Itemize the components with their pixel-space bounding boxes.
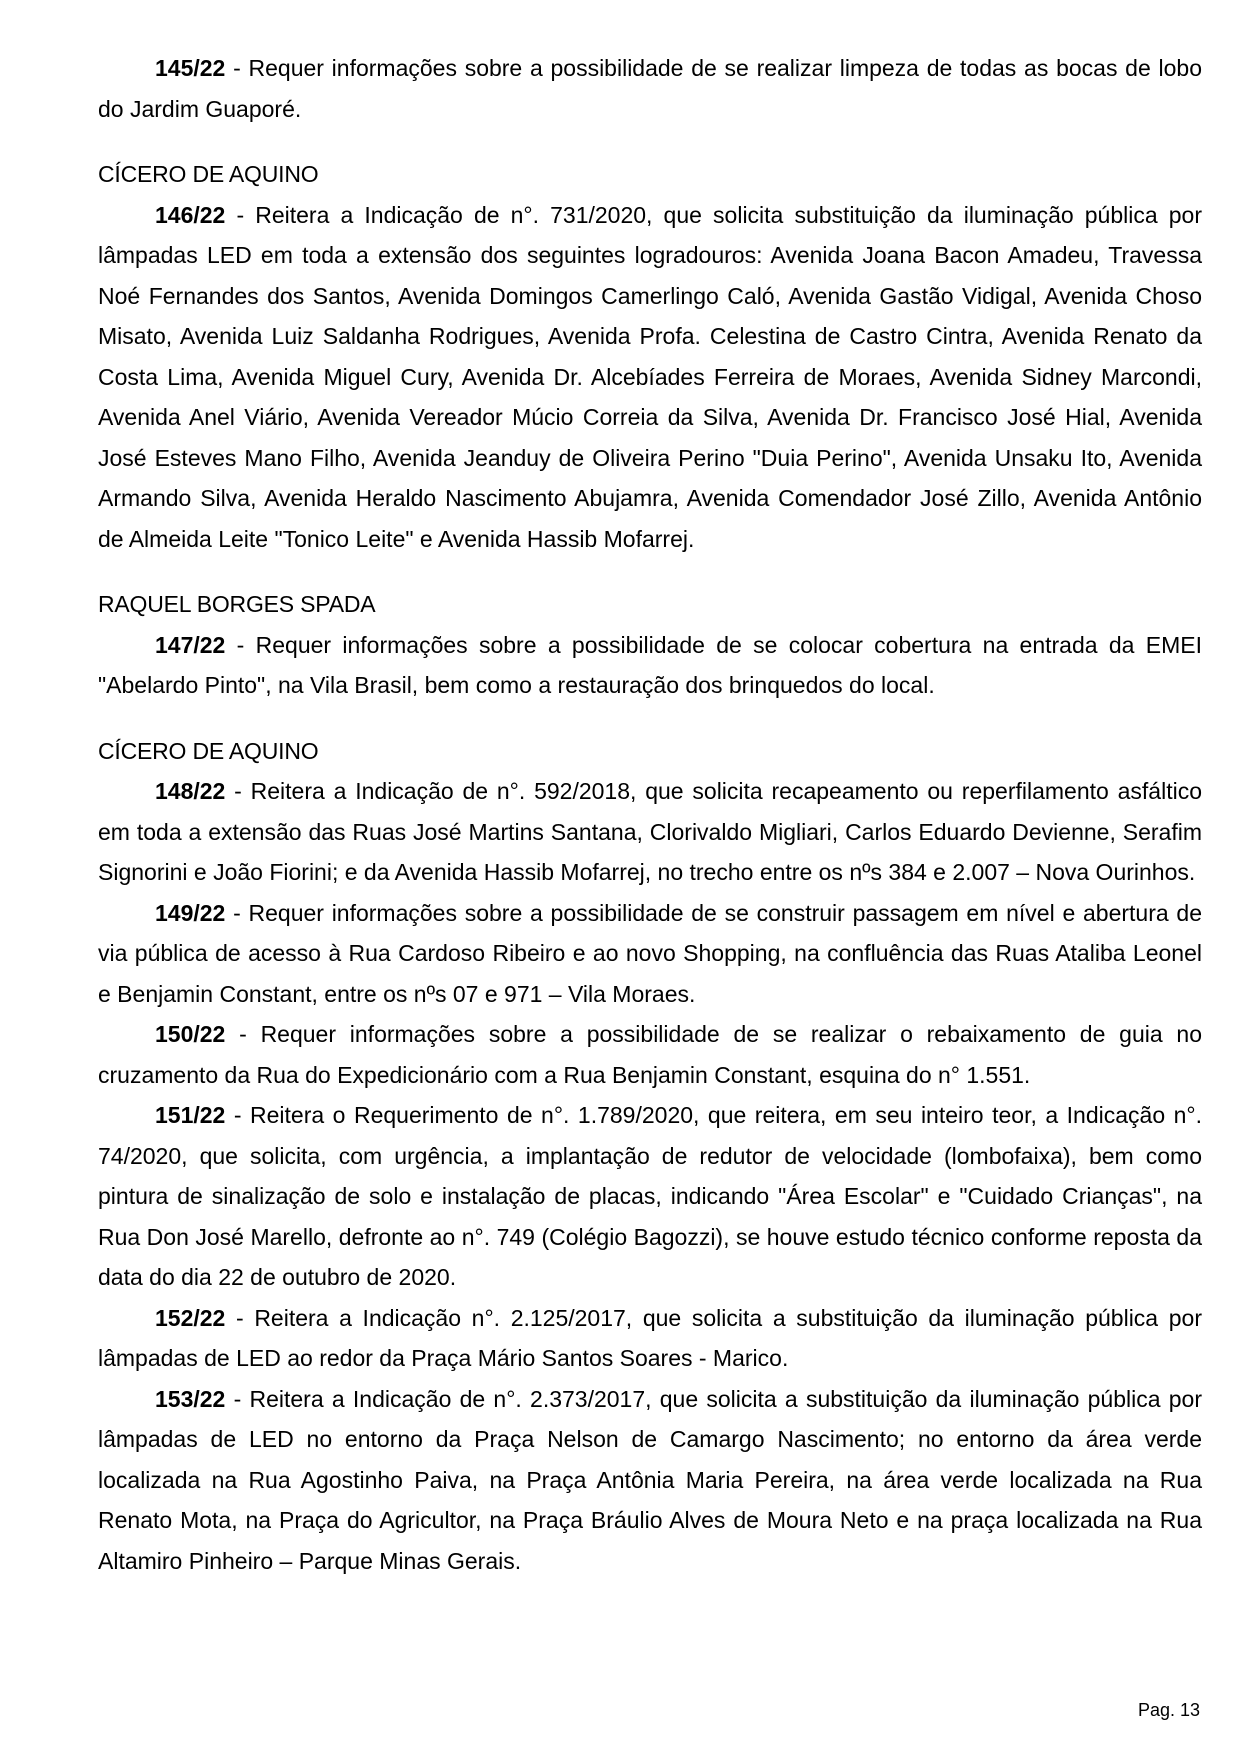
item-text: - Reitera a Indicação de n°. 2.373/2017, que solicita a substituição da iluminação pública por lâmpadas de LED no entorno da Praça Nelson de Camargo Nascimento; no entorno da área verde localizada na Rua Agostinho Paiva, na Praça Antônia Maria Pereira, na área verde localizada na Rua Renato Mota, na Praça do Agricultor, na Praça Bráulio Alves de Moura Neto e na praça localizada na Rua Altamiro Pinheiro – Parque Minas Gerais. <box>98 1385 1202 1574</box>
item-153-22 <box>98 1379 1202 1582</box>
item-151-22 <box>98 1095 1202 1298</box>
item-147-22 <box>98 625 1202 706</box>
document-page <box>98 48 1202 1708</box>
item-number: 153/22 <box>155 1385 226 1412</box>
item-number: 149/22 <box>155 899 226 926</box>
item-number: 148/22 <box>155 778 226 804</box>
item-number: 145/22 <box>155 55 226 81</box>
item-number: 151/22 <box>155 1102 226 1128</box>
section-heading-cicero-de-aquino: CÍCERO DE AQUINO <box>98 737 319 764</box>
item-number: 150/22 <box>155 1021 226 1047</box>
item-number: 147/22 <box>155 631 226 658</box>
item-150-22 <box>98 1014 1202 1095</box>
item-number: 152/22 <box>155 1304 226 1331</box>
section-heading-raquel-borges-spada: RAQUEL BORGES SPADA <box>98 591 376 617</box>
item-149-22 <box>98 893 1202 1015</box>
item-text: - Reitera o Requerimento de n°. 1.789/2020, que reitera, em seu inteiro teor, a Indicação n°. 74/2020, que solicita, com urgência, a implantação de redutor de velocidade (lombofaixa), bem como pintura de sinalização de solo e instalação de placas, indicando "Área Escolar" e "Cuidado Crianças", na Rua Don José Marello, defronte ao n°. 749 (Colégio Bagozzi), se houve estudo técnico conforme reposta da data do dia 22 de outubro de 2020. <box>98 1102 1202 1290</box>
item-text: - Reitera a Indicação de n°. 731/2020, que solicita substituição da iluminação pública por lâmpadas LED em toda a extensão dos seguintes logradouros: Avenida Joana Bacon Amadeu, Travessa Noé Fernandes dos Santos, Avenida Domingos Camerlingo Caló, Avenida Gastão Vidigal, Avenida Choso Misato, Avenida Luiz Saldanha Rodrigues, Avenida Profa. Celestina de Castro Cintra, Avenida Renato da Costa Lima, Avenida Miguel Cury, Avenida Dr. Alcebíades Ferreira de Moraes, Avenida Sidney Marcondi, Avenida Anel Viário, Avenida Vereador Múcio Correia da Silva, Avenida Dr. Francisco José Hial, Avenida José Esteves Mano Filho, Avenida Jeanduy de Oliveira Perino "Duia Perino", Avenida Unsaku Ito, Avenida Armando Silva, Avenida Heraldo Nascimento Abujamra, Avenida Comendador José Zillo, Avenida Antônio de Almeida Leite "Tonico Leite" e Avenida Hassib Mofarrej. <box>98 201 1202 552</box>
page-number: Pag. 13 <box>1137 1700 1200 1720</box>
item-number: 146/22 <box>155 201 226 228</box>
item-152-22 <box>98 1298 1202 1379</box>
item-text: - Requer informações sobre a possibilidade de se colocar cobertura na entrada da EMEI "Abelardo Pinto", na Vila Brasil, bem como a restauração dos brinquedos do local. <box>98 631 1202 698</box>
item-text: - Requer informações sobre a possibilidade de se realizar o rebaixamento de guia no cruzamento da Rua do Expedicionário com a Rua Benjamin Constant, esquina do n° 1.551. <box>98 1021 1202 1088</box>
item-145-22 <box>98 48 1202 129</box>
section-heading-cicero-de-aquino: CÍCERO DE AQUINO <box>98 161 319 187</box>
item-146-22 <box>98 195 1202 560</box>
item-148-22 <box>98 771 1202 893</box>
item-text: - Reitera a Indicação de n°. 592/2018, que solicita recapeamento ou reperfilamento asfáltico em toda a extensão das Ruas José Martins Santana, Clorivaldo Migliari, Carlos Eduardo Devienne, Serafim Signorini e João Fiorini; e da Avenida Hassib Mofarrej, no trecho entre os nºs 384 e 2.007 – Nova Ourinhos. <box>98 778 1202 885</box>
item-text: - Reitera a Indicação n°. 2.125/2017, que solicita a substituição da iluminação pública por lâmpadas de LED ao redor da Praça Mário Santos Soares - Marico. <box>98 1304 1202 1371</box>
item-text: - Requer informações sobre a possibilidade de se construir passagem em nível e abertura de via pública de acesso à Rua Cardoso Ribeiro e ao novo Shopping, na confluência das Ruas Ataliba Leonel e Benjamin Constant, entre os nºs 07 e 971 – Vila Moraes. <box>98 899 1202 1007</box>
item-text: - Requer informações sobre a possibilidade de se realizar limpeza de todas as bocas de lobo do Jardim Guaporé. <box>98 55 1202 122</box>
